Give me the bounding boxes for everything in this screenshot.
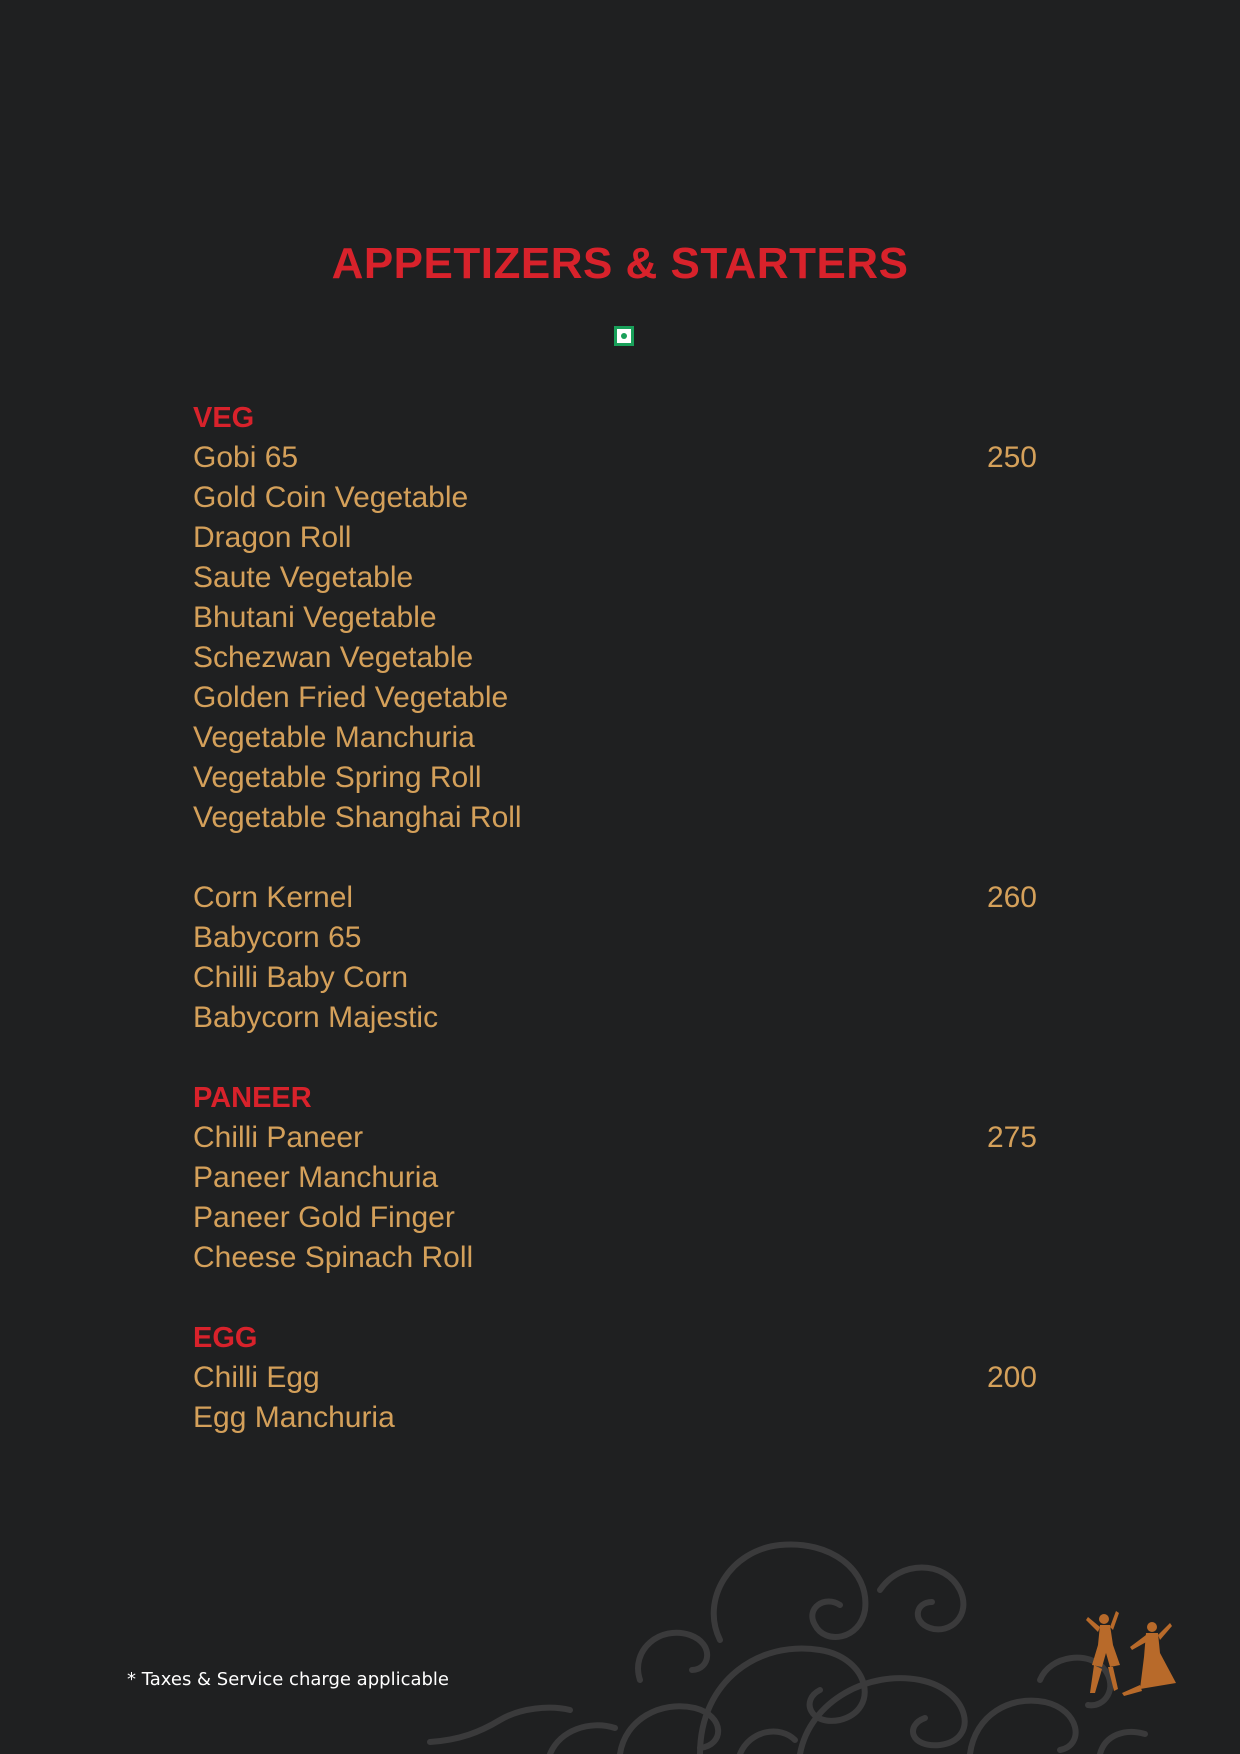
menu-item: Vegetable Spring Roll [193,761,482,794]
menu-item: Chilli Baby Corn [193,961,409,994]
menu-item: Paneer Gold Finger [193,1201,455,1234]
menu-item: Golden Fried Vegetable [193,681,509,714]
menu-item: Vegetable Manchuria [193,721,475,754]
section-title: EGG [193,1322,258,1354]
price-group [193,878,1037,1038]
price-group [193,1118,1037,1278]
menu-item: Vegetable Shanghai Roll [193,801,522,834]
menu-item: Egg Manchuria [193,1401,395,1434]
group-price: 260 [986,881,1037,914]
menu-item: Gold Coin Vegetable [193,481,469,514]
menu-list [193,398,1037,1438]
price-group [193,1358,1037,1438]
footer-note: * Taxes & Service charge applicable [127,1669,449,1690]
menu-item: Babycorn Majestic [193,1001,439,1034]
dancers-icon [1080,1605,1180,1697]
group-price: 250 [986,441,1037,474]
veg-symbol-icon [614,326,634,346]
page-title: APPETIZERS & STARTERS [331,239,909,288]
group-price: 200 [986,1361,1037,1394]
menu-item: Dragon Roll [193,521,352,554]
menu-item: Cheese Spinach Roll [193,1241,474,1274]
menu-item: Gobi 65 [193,441,299,474]
swirl-pattern-icon [400,1530,1160,1754]
price-group [193,438,1037,838]
menu-item: Schezwan Vegetable [193,641,474,674]
menu-item: Paneer Manchuria [193,1161,439,1194]
section-title: PANEER [193,1082,312,1114]
menu-item: Chilli Paneer [193,1121,364,1154]
menu-section [193,398,1037,1038]
menu-item: Bhutani Vegetable [193,601,437,634]
section-title: VEG [193,402,255,434]
menu-section [193,1078,1037,1278]
menu-item: Babycorn 65 [193,921,362,954]
menu-item: Corn Kernel [193,881,354,914]
group-price: 275 [986,1121,1037,1154]
menu-item: Chilli Egg [193,1361,320,1394]
menu-section [193,1318,1037,1438]
menu-item: Saute Vegetable [193,561,414,594]
